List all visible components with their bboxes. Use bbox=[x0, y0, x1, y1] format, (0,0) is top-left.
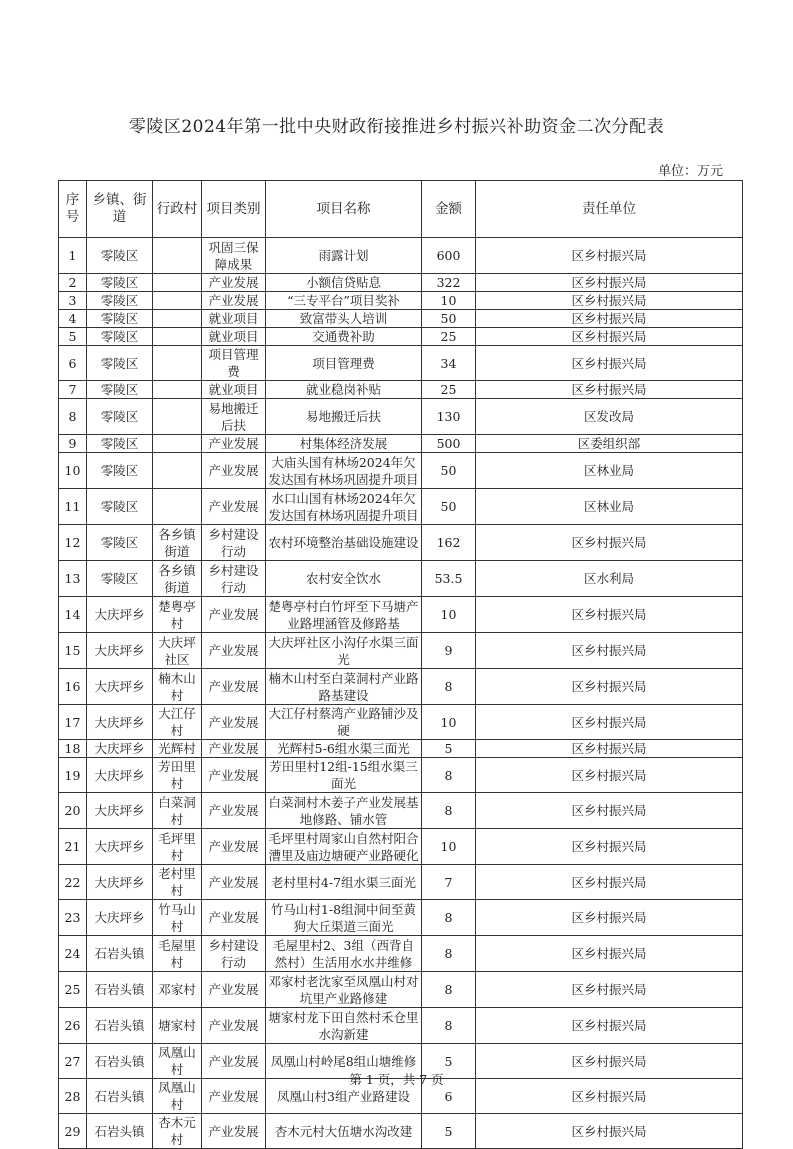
table-row bbox=[59, 381, 743, 399]
cell-category: 产业发展 bbox=[202, 274, 266, 292]
table-row bbox=[59, 758, 743, 793]
cell-category: 产业发展 bbox=[202, 740, 266, 758]
header-village: 行政村 bbox=[153, 181, 202, 238]
cell-project-name: 小额信贷贴息 bbox=[266, 274, 422, 292]
cell-index: 11 bbox=[59, 489, 87, 525]
cell-category: 产业发展 bbox=[202, 793, 266, 829]
cell-index: 9 bbox=[59, 435, 87, 453]
cell-village bbox=[153, 489, 202, 525]
cell-town: 大庆坪乡 bbox=[87, 865, 153, 900]
cell-village: 毛坪里村 bbox=[153, 829, 202, 865]
cell-amount: 8 bbox=[422, 900, 476, 936]
cell-responsible-unit: 区乡村振兴局 bbox=[476, 1044, 743, 1079]
cell-village: 塘家村 bbox=[153, 1008, 202, 1044]
cell-amount: 5 bbox=[422, 1114, 476, 1149]
table-header-row bbox=[59, 181, 743, 238]
cell-village: 竹马山村 bbox=[153, 900, 202, 936]
cell-town: 大庆坪乡 bbox=[87, 740, 153, 758]
cell-amount: 10 bbox=[422, 292, 476, 310]
cell-town: 石岩头镇 bbox=[87, 1114, 153, 1149]
cell-category: 巩固三保障成果 bbox=[202, 238, 266, 274]
cell-responsible-unit: 区乡村振兴局 bbox=[476, 758, 743, 793]
cell-responsible-unit: 区乡村振兴局 bbox=[476, 669, 743, 705]
cell-town: 大庆坪乡 bbox=[87, 900, 153, 936]
table-row bbox=[59, 453, 743, 489]
cell-town: 大庆坪乡 bbox=[87, 669, 153, 705]
cell-index: 28 bbox=[59, 1079, 87, 1114]
header-project-name: 项目名称 bbox=[266, 181, 422, 238]
cell-amount: 7 bbox=[422, 865, 476, 900]
cell-category: 易地搬迁后扶 bbox=[202, 399, 266, 435]
cell-responsible-unit: 区委组织部 bbox=[476, 435, 743, 453]
cell-responsible-unit: 区乡村振兴局 bbox=[476, 972, 743, 1008]
cell-category: 产业发展 bbox=[202, 489, 266, 525]
cell-category: 产业发展 bbox=[202, 865, 266, 900]
cell-amount: 50 bbox=[422, 489, 476, 525]
cell-amount: 8 bbox=[422, 1008, 476, 1044]
cell-project-name: 农村安全饮水 bbox=[266, 561, 422, 597]
cell-village: 白菜洞村 bbox=[153, 793, 202, 829]
cell-index: 1 bbox=[59, 238, 87, 274]
cell-project-name: 毛屋里村2、3组（西背自然村）生活用水水井维修 bbox=[266, 936, 422, 972]
cell-town: 石岩头镇 bbox=[87, 1044, 153, 1079]
table-row bbox=[59, 292, 743, 310]
table-row bbox=[59, 1008, 743, 1044]
cell-amount: 53.5 bbox=[422, 561, 476, 597]
cell-index: 10 bbox=[59, 453, 87, 489]
cell-responsible-unit: 区乡村振兴局 bbox=[476, 310, 743, 328]
cell-project-name: 水口山国有林场2024年欠发达国有林场巩固提升项目 bbox=[266, 489, 422, 525]
cell-category: 产业发展 bbox=[202, 1044, 266, 1079]
table-row bbox=[59, 936, 743, 972]
cell-index: 22 bbox=[59, 865, 87, 900]
cell-town: 大庆坪乡 bbox=[87, 829, 153, 865]
cell-index: 7 bbox=[59, 381, 87, 399]
cell-amount: 8 bbox=[422, 669, 476, 705]
cell-index: 2 bbox=[59, 274, 87, 292]
table-row bbox=[59, 310, 743, 328]
cell-category: 产业发展 bbox=[202, 705, 266, 740]
cell-project-name: 就业稳岗补贴 bbox=[266, 381, 422, 399]
cell-town: 大庆坪乡 bbox=[87, 705, 153, 740]
cell-index: 20 bbox=[59, 793, 87, 829]
cell-category: 产业发展 bbox=[202, 829, 266, 865]
header-category: 项目类别 bbox=[202, 181, 266, 238]
cell-village bbox=[153, 381, 202, 399]
cell-index: 24 bbox=[59, 936, 87, 972]
table-row bbox=[59, 274, 743, 292]
cell-town: 零陵区 bbox=[87, 310, 153, 328]
cell-amount: 5 bbox=[422, 740, 476, 758]
cell-amount: 34 bbox=[422, 346, 476, 381]
cell-index: 17 bbox=[59, 705, 87, 740]
cell-village: 芳田里村 bbox=[153, 758, 202, 793]
cell-project-name: 白菜洞村木姜子产业发展基地修路、铺水管 bbox=[266, 793, 422, 829]
cell-town: 石岩头镇 bbox=[87, 1079, 153, 1114]
document-title: 零陵区2024年第一批中央财政衔接推进乡村振兴补助资金二次分配表 bbox=[128, 117, 665, 137]
cell-town: 大庆坪乡 bbox=[87, 793, 153, 829]
cell-amount: 8 bbox=[422, 972, 476, 1008]
cell-project-name: 老村里村4-7组水渠三面光 bbox=[266, 865, 422, 900]
cell-category: 产业发展 bbox=[202, 633, 266, 669]
cell-town: 零陵区 bbox=[87, 489, 153, 525]
cell-index: 29 bbox=[59, 1114, 87, 1149]
cell-village: 老村里村 bbox=[153, 865, 202, 900]
table-row bbox=[59, 525, 743, 561]
cell-town: 零陵区 bbox=[87, 435, 153, 453]
cell-project-name: 竹马山村1-8组洞中间至黄狗大丘渠道三面光 bbox=[266, 900, 422, 936]
header-amount: 金额 bbox=[422, 181, 476, 238]
cell-village: 各乡镇街道 bbox=[153, 561, 202, 597]
cell-village: 各乡镇街道 bbox=[153, 525, 202, 561]
cell-village: 楚粤亭村 bbox=[153, 597, 202, 633]
cell-responsible-unit: 区乡村振兴局 bbox=[476, 865, 743, 900]
cell-project-name: 农村环境整治基础设施建设 bbox=[266, 525, 422, 561]
cell-responsible-unit: 区乡村振兴局 bbox=[476, 238, 743, 274]
cell-amount: 6 bbox=[422, 1079, 476, 1114]
cell-town: 石岩头镇 bbox=[87, 1008, 153, 1044]
cell-responsible-unit: 区乡村振兴局 bbox=[476, 525, 743, 561]
cell-amount: 10 bbox=[422, 829, 476, 865]
cell-village bbox=[153, 310, 202, 328]
cell-amount: 600 bbox=[422, 238, 476, 274]
cell-village: 凤凰山村 bbox=[153, 1044, 202, 1079]
cell-village bbox=[153, 328, 202, 346]
cell-category: 就业项目 bbox=[202, 310, 266, 328]
cell-project-name: 项目管理费 bbox=[266, 346, 422, 381]
cell-amount: 8 bbox=[422, 793, 476, 829]
cell-category: 乡村建设行动 bbox=[202, 525, 266, 561]
cell-responsible-unit: 区乡村振兴局 bbox=[476, 274, 743, 292]
cell-village: 光辉村 bbox=[153, 740, 202, 758]
cell-village: 毛屋里村 bbox=[153, 936, 202, 972]
allocation-table bbox=[58, 180, 743, 1149]
cell-responsible-unit: 区乡村振兴局 bbox=[476, 705, 743, 740]
cell-responsible-unit: 区水利局 bbox=[476, 561, 743, 597]
cell-town: 零陵区 bbox=[87, 525, 153, 561]
cell-index: 8 bbox=[59, 399, 87, 435]
cell-index: 19 bbox=[59, 758, 87, 793]
cell-responsible-unit: 区乡村振兴局 bbox=[476, 292, 743, 310]
cell-village bbox=[153, 346, 202, 381]
cell-amount: 130 bbox=[422, 399, 476, 435]
unit-label: 单位：万元 bbox=[657, 164, 723, 179]
cell-project-name: 大江仔村蔡湾产业路铺沙及硬 bbox=[266, 705, 422, 740]
cell-village: 楠木山村 bbox=[153, 669, 202, 705]
cell-responsible-unit: 区乡村振兴局 bbox=[476, 346, 743, 381]
cell-amount: 8 bbox=[422, 936, 476, 972]
cell-amount: 10 bbox=[422, 597, 476, 633]
cell-village bbox=[153, 292, 202, 310]
cell-town: 石岩头镇 bbox=[87, 972, 153, 1008]
cell-responsible-unit: 区林业局 bbox=[476, 489, 743, 525]
cell-responsible-unit: 区发改局 bbox=[476, 399, 743, 435]
cell-town: 零陵区 bbox=[87, 399, 153, 435]
header-town: 乡镇、街道 bbox=[87, 181, 153, 238]
cell-index: 5 bbox=[59, 328, 87, 346]
cell-project-name: 光辉村5-6组水渠三面光 bbox=[266, 740, 422, 758]
cell-village bbox=[153, 274, 202, 292]
cell-responsible-unit: 区乡村振兴局 bbox=[476, 1114, 743, 1149]
cell-village: 邓家村 bbox=[153, 972, 202, 1008]
cell-responsible-unit: 区乡村振兴局 bbox=[476, 900, 743, 936]
cell-index: 18 bbox=[59, 740, 87, 758]
cell-responsible-unit: 区乡村振兴局 bbox=[476, 740, 743, 758]
cell-responsible-unit: 区乡村振兴局 bbox=[476, 936, 743, 972]
cell-project-name: 致富带头人培训 bbox=[266, 310, 422, 328]
table-row bbox=[59, 1114, 743, 1149]
cell-responsible-unit: 区乡村振兴局 bbox=[476, 1079, 743, 1114]
cell-amount: 162 bbox=[422, 525, 476, 561]
table-row bbox=[59, 865, 743, 900]
cell-index: 25 bbox=[59, 972, 87, 1008]
cell-village bbox=[153, 399, 202, 435]
cell-responsible-unit: 区乡村振兴局 bbox=[476, 328, 743, 346]
cell-town: 大庆坪乡 bbox=[87, 597, 153, 633]
cell-town: 零陵区 bbox=[87, 274, 153, 292]
cell-category: 产业发展 bbox=[202, 1008, 266, 1044]
cell-index: 26 bbox=[59, 1008, 87, 1044]
cell-category: 产业发展 bbox=[202, 1079, 266, 1114]
cell-index: 6 bbox=[59, 346, 87, 381]
cell-index: 21 bbox=[59, 829, 87, 865]
cell-index: 23 bbox=[59, 900, 87, 936]
cell-category: 产业发展 bbox=[202, 435, 266, 453]
cell-project-name: 杏木元村大伍塘水沟改建 bbox=[266, 1114, 422, 1149]
cell-responsible-unit: 区乡村振兴局 bbox=[476, 381, 743, 399]
cell-project-name: 大庆坪社区小沟仔水渠三面光 bbox=[266, 633, 422, 669]
cell-village: 大庆坪社区 bbox=[153, 633, 202, 669]
cell-category: 产业发展 bbox=[202, 1114, 266, 1149]
cell-amount: 322 bbox=[422, 274, 476, 292]
cell-amount: 500 bbox=[422, 435, 476, 453]
cell-village: 凤凰山村 bbox=[153, 1079, 202, 1114]
cell-town: 零陵区 bbox=[87, 381, 153, 399]
cell-project-name: 邓家村老沈家至凤凰山村对坑里产业路修建 bbox=[266, 972, 422, 1008]
cell-village bbox=[153, 238, 202, 274]
cell-index: 15 bbox=[59, 633, 87, 669]
table-row bbox=[59, 740, 743, 758]
cell-town: 零陵区 bbox=[87, 328, 153, 346]
cell-town: 零陵区 bbox=[87, 453, 153, 489]
cell-category: 就业项目 bbox=[202, 381, 266, 399]
cell-category: 乡村建设行动 bbox=[202, 936, 266, 972]
cell-amount: 8 bbox=[422, 758, 476, 793]
cell-amount: 10 bbox=[422, 705, 476, 740]
table-row bbox=[59, 972, 743, 1008]
cell-index: 13 bbox=[59, 561, 87, 597]
cell-town: 大庆坪乡 bbox=[87, 758, 153, 793]
table-row bbox=[59, 489, 743, 525]
table-row bbox=[59, 633, 743, 669]
table-row bbox=[59, 435, 743, 453]
cell-town: 零陵区 bbox=[87, 238, 153, 274]
cell-town: 零陵区 bbox=[87, 561, 153, 597]
cell-village: 杏木元村 bbox=[153, 1114, 202, 1149]
cell-project-name: 芳田里村12组-15组水渠三面光 bbox=[266, 758, 422, 793]
header-index: 序号 bbox=[59, 181, 87, 238]
cell-amount: 50 bbox=[422, 453, 476, 489]
cell-project-name: “三专平台”项目奖补 bbox=[266, 292, 422, 310]
cell-project-name: 楚粤亭村白竹坪至下马塘产业路埋涵管及修路基 bbox=[266, 597, 422, 633]
cell-index: 16 bbox=[59, 669, 87, 705]
cell-responsible-unit: 区林业局 bbox=[476, 453, 743, 489]
table-row bbox=[59, 900, 743, 936]
cell-amount: 25 bbox=[422, 381, 476, 399]
page-footer: 第 1 页，共 7 页 bbox=[349, 1072, 444, 1087]
cell-category: 产业发展 bbox=[202, 597, 266, 633]
cell-category: 产业发展 bbox=[202, 972, 266, 1008]
table-row bbox=[59, 597, 743, 633]
cell-village bbox=[153, 435, 202, 453]
cell-category: 乡村建设行动 bbox=[202, 561, 266, 597]
cell-amount: 25 bbox=[422, 328, 476, 346]
cell-project-name: 塘家村龙下田自然村禾仓里水沟新建 bbox=[266, 1008, 422, 1044]
table-row bbox=[59, 829, 743, 865]
cell-category: 产业发展 bbox=[202, 900, 266, 936]
cell-category: 产业发展 bbox=[202, 669, 266, 705]
cell-project-name: 大庙头国有林场2024年欠发达国有林场巩固提升项目 bbox=[266, 453, 422, 489]
cell-project-name: 凤凰山村3组产业路建设 bbox=[266, 1079, 422, 1114]
cell-responsible-unit: 区乡村振兴局 bbox=[476, 633, 743, 669]
cell-category: 产业发展 bbox=[202, 453, 266, 489]
cell-index: 14 bbox=[59, 597, 87, 633]
table-row bbox=[59, 669, 743, 705]
cell-index: 3 bbox=[59, 292, 87, 310]
cell-responsible-unit: 区乡村振兴局 bbox=[476, 829, 743, 865]
cell-responsible-unit: 区乡村振兴局 bbox=[476, 1008, 743, 1044]
cell-town: 零陵区 bbox=[87, 292, 153, 310]
cell-category: 项目管理费 bbox=[202, 346, 266, 381]
cell-project-name: 村集体经济发展 bbox=[266, 435, 422, 453]
cell-category: 产业发展 bbox=[202, 292, 266, 310]
table-row bbox=[59, 399, 743, 435]
cell-village bbox=[153, 453, 202, 489]
cell-village: 大江仔村 bbox=[153, 705, 202, 740]
cell-index: 27 bbox=[59, 1044, 87, 1079]
table-row bbox=[59, 238, 743, 274]
cell-project-name: 易地搬迁后扶 bbox=[266, 399, 422, 435]
table-row bbox=[59, 346, 743, 381]
cell-category: 产业发展 bbox=[202, 758, 266, 793]
cell-amount: 9 bbox=[422, 633, 476, 669]
cell-index: 12 bbox=[59, 525, 87, 561]
cell-amount: 50 bbox=[422, 310, 476, 328]
cell-index: 4 bbox=[59, 310, 87, 328]
cell-town: 大庆坪乡 bbox=[87, 633, 153, 669]
table-row bbox=[59, 705, 743, 740]
cell-project-name: 楠木山村至白菜洞村产业路路基建设 bbox=[266, 669, 422, 705]
cell-project-name: 雨露计划 bbox=[266, 238, 422, 274]
table-row bbox=[59, 328, 743, 346]
cell-town: 石岩头镇 bbox=[87, 936, 153, 972]
header-responsible-unit: 责任单位 bbox=[476, 181, 743, 238]
cell-amount: 5 bbox=[422, 1044, 476, 1079]
cell-town: 零陵区 bbox=[87, 346, 153, 381]
cell-project-name: 毛坪里村周家山自然村阳合漕里及庙边塘硬产业路硬化 bbox=[266, 829, 422, 865]
table-row bbox=[59, 793, 743, 829]
cell-responsible-unit: 区乡村振兴局 bbox=[476, 793, 743, 829]
cell-category: 就业项目 bbox=[202, 328, 266, 346]
cell-project-name: 交通费补助 bbox=[266, 328, 422, 346]
table-row bbox=[59, 561, 743, 597]
cell-responsible-unit: 区乡村振兴局 bbox=[476, 597, 743, 633]
cell-project-name: 凤凰山村岭尾8组山塘维修 bbox=[266, 1044, 422, 1079]
